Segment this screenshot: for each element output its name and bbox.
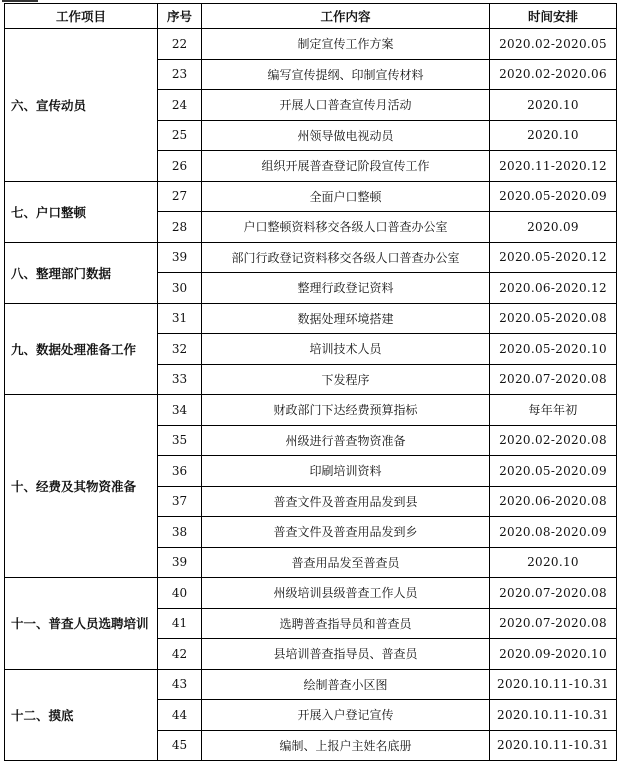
row-seq: 28 (158, 212, 202, 243)
row-seq: 43 (158, 669, 202, 700)
row-seq: 22 (158, 29, 202, 60)
row-time: 2020.06-2020.12 (490, 273, 617, 304)
row-content: 州级培训县级普查工作人员 (202, 578, 490, 609)
row-seq: 25 (158, 120, 202, 151)
row-time: 2020.07-2020.08 (490, 578, 617, 609)
group-label: 八、整理部门数据 (5, 242, 158, 303)
row-seq: 41 (158, 608, 202, 639)
row-seq: 45 (158, 730, 202, 761)
row-seq: 37 (158, 486, 202, 517)
row-content: 制定宣传工作方案 (202, 29, 490, 60)
row-seq: 44 (158, 700, 202, 731)
row-time: 2020.10 (490, 90, 617, 121)
row-time: 2020.05-2020.09 (490, 456, 617, 487)
row-seq: 38 (158, 517, 202, 548)
row-content: 组织开展普查登记阶段宣传工作 (202, 151, 490, 182)
top-edge-mark (2, 0, 38, 2)
row-content: 数据处理环境搭建 (202, 303, 490, 334)
row-time: 2020.09 (490, 212, 617, 243)
group-label: 七、户口整顿 (5, 181, 158, 242)
row-seq: 34 (158, 395, 202, 426)
row-time: 2020.05-2020.09 (490, 181, 617, 212)
header-project: 工作项目 (5, 4, 158, 29)
table-row (5, 29, 617, 60)
row-time: 2020.11-2020.12 (490, 151, 617, 182)
row-seq: 24 (158, 90, 202, 121)
row-seq: 40 (158, 578, 202, 609)
row-time: 2020.09-2020.10 (490, 639, 617, 670)
table-row (5, 242, 617, 273)
row-content: 州领导做电视动员 (202, 120, 490, 151)
row-time: 2020.10.11-10.31 (490, 700, 617, 731)
row-content: 绘制普查小区图 (202, 669, 490, 700)
group-label: 十二、摸底 (5, 669, 158, 761)
table-body (5, 29, 617, 761)
row-seq: 31 (158, 303, 202, 334)
row-seq: 33 (158, 364, 202, 395)
row-content: 选聘普查指导员和普查员 (202, 608, 490, 639)
row-content: 印刷培训资料 (202, 456, 490, 487)
row-seq: 42 (158, 639, 202, 670)
row-seq: 23 (158, 59, 202, 90)
row-time: 2020.05-2020.08 (490, 303, 617, 334)
row-content: 部门行政登记资料移交各级人口普查办公室 (202, 242, 490, 273)
table-row (5, 669, 617, 700)
row-content: 财政部门下达经费预算指标 (202, 395, 490, 426)
group-label: 十、经费及其物资准备 (5, 395, 158, 578)
group-label: 十一、普查人员选聘培训 (5, 578, 158, 670)
row-seq: 32 (158, 334, 202, 365)
table-row (5, 395, 617, 426)
row-time: 每年年初 (490, 395, 617, 426)
row-time: 2020.07-2020.08 (490, 608, 617, 639)
row-time: 2020.10 (490, 547, 617, 578)
row-time: 2020.02-2020.08 (490, 425, 617, 456)
row-content: 开展人口普查宣传月活动 (202, 90, 490, 121)
row-time: 2020.10 (490, 120, 617, 151)
row-content: 编写宣传提纲、印制宣传材料 (202, 59, 490, 90)
row-seq: 35 (158, 425, 202, 456)
row-time: 2020.10.11-10.31 (490, 669, 617, 700)
row-time: 2020.02-2020.06 (490, 59, 617, 90)
header-time: 时间安排 (490, 4, 617, 29)
row-seq: 26 (158, 151, 202, 182)
row-seq: 36 (158, 456, 202, 487)
row-content: 整理行政登记资料 (202, 273, 490, 304)
row-content: 户口整顿资料移交各级人口普查办公室 (202, 212, 490, 243)
row-content: 下发程序 (202, 364, 490, 395)
header-seq: 序号 (158, 4, 202, 29)
group-label: 六、宣传动员 (5, 29, 158, 182)
header-content: 工作内容 (202, 4, 490, 29)
row-time: 2020.08-2020.09 (490, 517, 617, 548)
row-content: 全面户口整顿 (202, 181, 490, 212)
row-time: 2020.10.11-10.31 (490, 730, 617, 761)
row-content: 县培训普查指导员、普查员 (202, 639, 490, 670)
row-time: 2020.02-2020.05 (490, 29, 617, 60)
row-time: 2020.07-2020.08 (490, 364, 617, 395)
row-content: 普查文件及普查用品发到乡 (202, 517, 490, 548)
table-row (5, 181, 617, 212)
row-content: 培训技术人员 (202, 334, 490, 365)
row-content: 编制、上报户主姓名底册 (202, 730, 490, 761)
row-seq: 30 (158, 273, 202, 304)
row-content: 州级进行普查物资准备 (202, 425, 490, 456)
row-time: 2020.05-2020.10 (490, 334, 617, 365)
row-content: 开展入户登记宣传 (202, 700, 490, 731)
row-content: 普查文件及普查用品发到县 (202, 486, 490, 517)
row-seq: 27 (158, 181, 202, 212)
row-seq: 39 (158, 547, 202, 578)
table-row (5, 303, 617, 334)
census-schedule-table (4, 3, 617, 761)
header-row (5, 4, 617, 29)
row-seq: 39 (158, 242, 202, 273)
table-row (5, 578, 617, 609)
row-time: 2020.06-2020.08 (490, 486, 617, 517)
row-time: 2020.05-2020.12 (490, 242, 617, 273)
group-label: 九、数据处理准备工作 (5, 303, 158, 395)
row-content: 普查用品发至普查员 (202, 547, 490, 578)
